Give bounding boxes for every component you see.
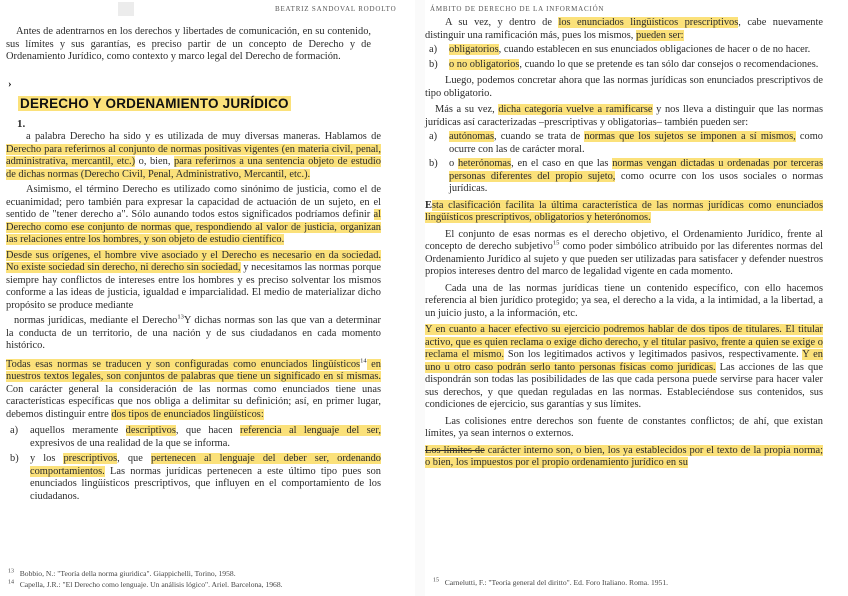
paragraph-normas: normas jurídicas, mediante el Derecho$^{13}$Y dichas normas son las que van a determinar la conducta de un territorio, de una nación y de sus ciudadanos en cada momento histórico. [6, 313, 381, 351]
list-item-autonomas: a) autónomas, cuando se trata de normas que los sujetos se imponen a sí mismos, como ocurre con las de carácter moral. [429, 131, 823, 155]
section-number: 1. [17, 118, 26, 130]
footnote-13: $^{13}$ Bobbio, N.: "Teoría della norma giuridica". Giappichelli, Torino, 1958. [8, 568, 236, 578]
left-body [6, 131, 381, 503]
left-running-head: BEATRIZ SANDOVAL RODOLTO [275, 5, 397, 13]
paragraph-luego: Luego, podemos concretar ahora que las normas jurídicas son enunciados prescriptivos de tipo obligatorio. [425, 75, 823, 99]
paragraph-clasificacion: Esta clasificación facilita la última característica de las normas jurídicas como enunciados lingüísticos prescriptivos, obligatorios y heterónomos. [425, 199, 823, 223]
right-list-1 [425, 44, 823, 71]
list-item-descriptivos: a) aquellos meramente descriptivos, que hacen referencia al lenguaje del ser, expresivos de una realidad de la que se informa. [10, 425, 381, 449]
right-page [425, 0, 848, 596]
scan-artifact [118, 2, 134, 16]
list-item-obligatorios: a) obligatorios, cuando establecen en sus enunciados obligaciones de hacer o de no hacer. [429, 44, 811, 55]
intro-paragraph: Antes de adentrarnos en los derechos y libertades de comunicación, en su contenido, sus límites y sus garantías, es preciso partir de un concepto de Derecho y de Ordenamiento Jurídico, como contexto y marco legal del Derecho de formación. [6, 26, 371, 62]
paragraph-categoria: Más a su vez, dicha categoría vuelve a ramificarse y nos lleva a distinguir que las normas jurídicas así caracterizadas –prescriptivas y obligatorias– también pueden ser: [425, 104, 824, 128]
list-item-heteronomas: b) o heterónomas, en el caso en que las normas vengan dictadas u ordenadas por terceras personas diferentes del propio sujeto, como ocurre con los usos sociales o normas jurídicas. [429, 158, 823, 194]
footnote-14: $^{14}$ Capella, J.R.: "El Derecho como lenguaje. Un análisis lógico". Ariel. Barcelona, 1968. [8, 579, 283, 589]
margin-mark: › [8, 78, 12, 90]
right-list-2 [425, 131, 823, 196]
paragraph-ramificacion: A su vez, y dentro de los enunciados lingüísticos prescriptivos, cabe nuevamente distinguir una ramificación más, pues los mismos, pueden ser: [425, 17, 823, 41]
paragraph-origenes: Desde sus orígenes, el hombre vive asociado y el Derecho es necesario en da sociedad. No existe sociedad sin derecho, ni derecho sin sociedad, y necesitamos las normas porque siempre hay conflictos de intereses entre los hombres y es preciso solventar los mismos conforme a las ideas de justicia, igualdad e imparcialidad. El medio de materializar dicho propósito se produce mediante [6, 249, 381, 311]
paragraph-contenido: Cada una de las normas jurídicas tiene un contenido específico, con ello hacemos referencia al bien jurídico protegido; ya sea, el derecho a la vida, a la intimidad, a la libertad, a un juicio justo, a la información, etc. [425, 282, 823, 319]
right-running-head: ÁMBITO DE DERECHO DE LA INFORMACIÓN [430, 5, 605, 13]
paragraph-titulares: Y en cuanto a hacer efectivo su ejercicio podremos hablar de dos tipos de titulares. El titular activo, que es quien reclama o exige dicho derecho, y el titular pasivo, frente a quien se exige o reclama el mismo. Son los legitimados activos y legitimados pasivos, respectivamente. Y en uno u otro caso podrán serlo tanto personas físicas como jurídicas. Las acciones de las que dispondrán son todas las posibilidades de las que cada persona puede servirse para hacer valer sus derechos, y que quedan reguladas en las normas. Estableciéndose sus contenidos, sus condiciones de ejercicio, sus garantías y sus límites. [425, 324, 823, 410]
list-item-no-obligatorios: b) o no obligatorios, cuando lo que se pretende es tan sólo dar consejos o recomendaciones. [429, 58, 819, 70]
section-heading: DERECHO Y ORDENAMIENTO JURÍDICO [20, 96, 289, 111]
paragraph-limites: Los límites de carácter interno son, o bien, los ya establecidos por el texto de la propia norma; o bien, los impuestos por el propio ordenamiento jurídico en su [425, 444, 823, 468]
left-page [0, 0, 415, 596]
paragraph-derecho-objetivo: El conjunto de esas normas es el derecho objetivo, el Ordenamiento Jurídico, frente al concepto de derecho subjetivo$^{15}$ como poder simbólico atribuido por las diferentes normas del Ordenamiento Jurídico al sujeto y que pueden ser utilizadas para satisfacer y defender nuestros propios intereses dentro del marco de legalidad vigente en cada momento. [425, 228, 823, 277]
book-gutter [415, 0, 425, 596]
left-list [6, 425, 381, 503]
footnote-15: $^{15}$ Carnelutti, F.: "Teoría general del diritto". Ed. Foro Italiano. Roma. 1951. [433, 577, 669, 587]
paragraph-derecho: a palabra Derecho ha sido y es utilizada de muy diversas maneras. Hablamos de Derecho para referirnos al conjunto de normas positivas vigentes (en materia civil, penal, administrativa, mercantil, etc.) o, bien, para referirnos a una sentencia objeto de estudio de dichas normas (Derecho Civil, Penal, Administrativo, Mercantil, etc.). [6, 131, 382, 180]
paragraph-enunciados: Todas esas normas se traducen y son configuradas como enunciados lingüísticos$^{14}$ en nuestros textos legales, son conjuntos de palabras que tiene un significado en sí mismas. Con carácter general la consideración de las normas como enunciados tiene unas características específicas que nos obliga a delimitar su definición; así, en primer lugar, debemos distinguir entre dos tipos de enunciados lingüísticos: [6, 357, 381, 420]
paragraph-colisiones: Las colisiones entre derechos son fuente de constantes conflictos; de ahí, que existan límites, ya sean internos o externos. [425, 415, 823, 439]
list-item-prescriptivos: b) y los prescriptivos, que pertenecen al lenguaje del deber ser, ordenando comportamientos. Las normas jurídicas pertenecen a este último tipo pues son enunciados lingüísticos prescriptivos, que influyen en el comportamiento de los ciudadanos. [10, 453, 381, 502]
paragraph-justicia: Asimismo, el término Derecho es utilizado como sinónimo de justicia, como el de ecuanimidad; pero también para expresar la capacidad de actuación de un sujeto, en el sentido de "tener derecho a". Sólo aunando todos estos significados podríamos definir al Derecho como ese conjunto de normas que, respondiendo al valor de justicia, organizan las relaciones entre los hombres, y son objeto de estudio científico. [6, 184, 381, 245]
right-body [425, 17, 823, 470]
